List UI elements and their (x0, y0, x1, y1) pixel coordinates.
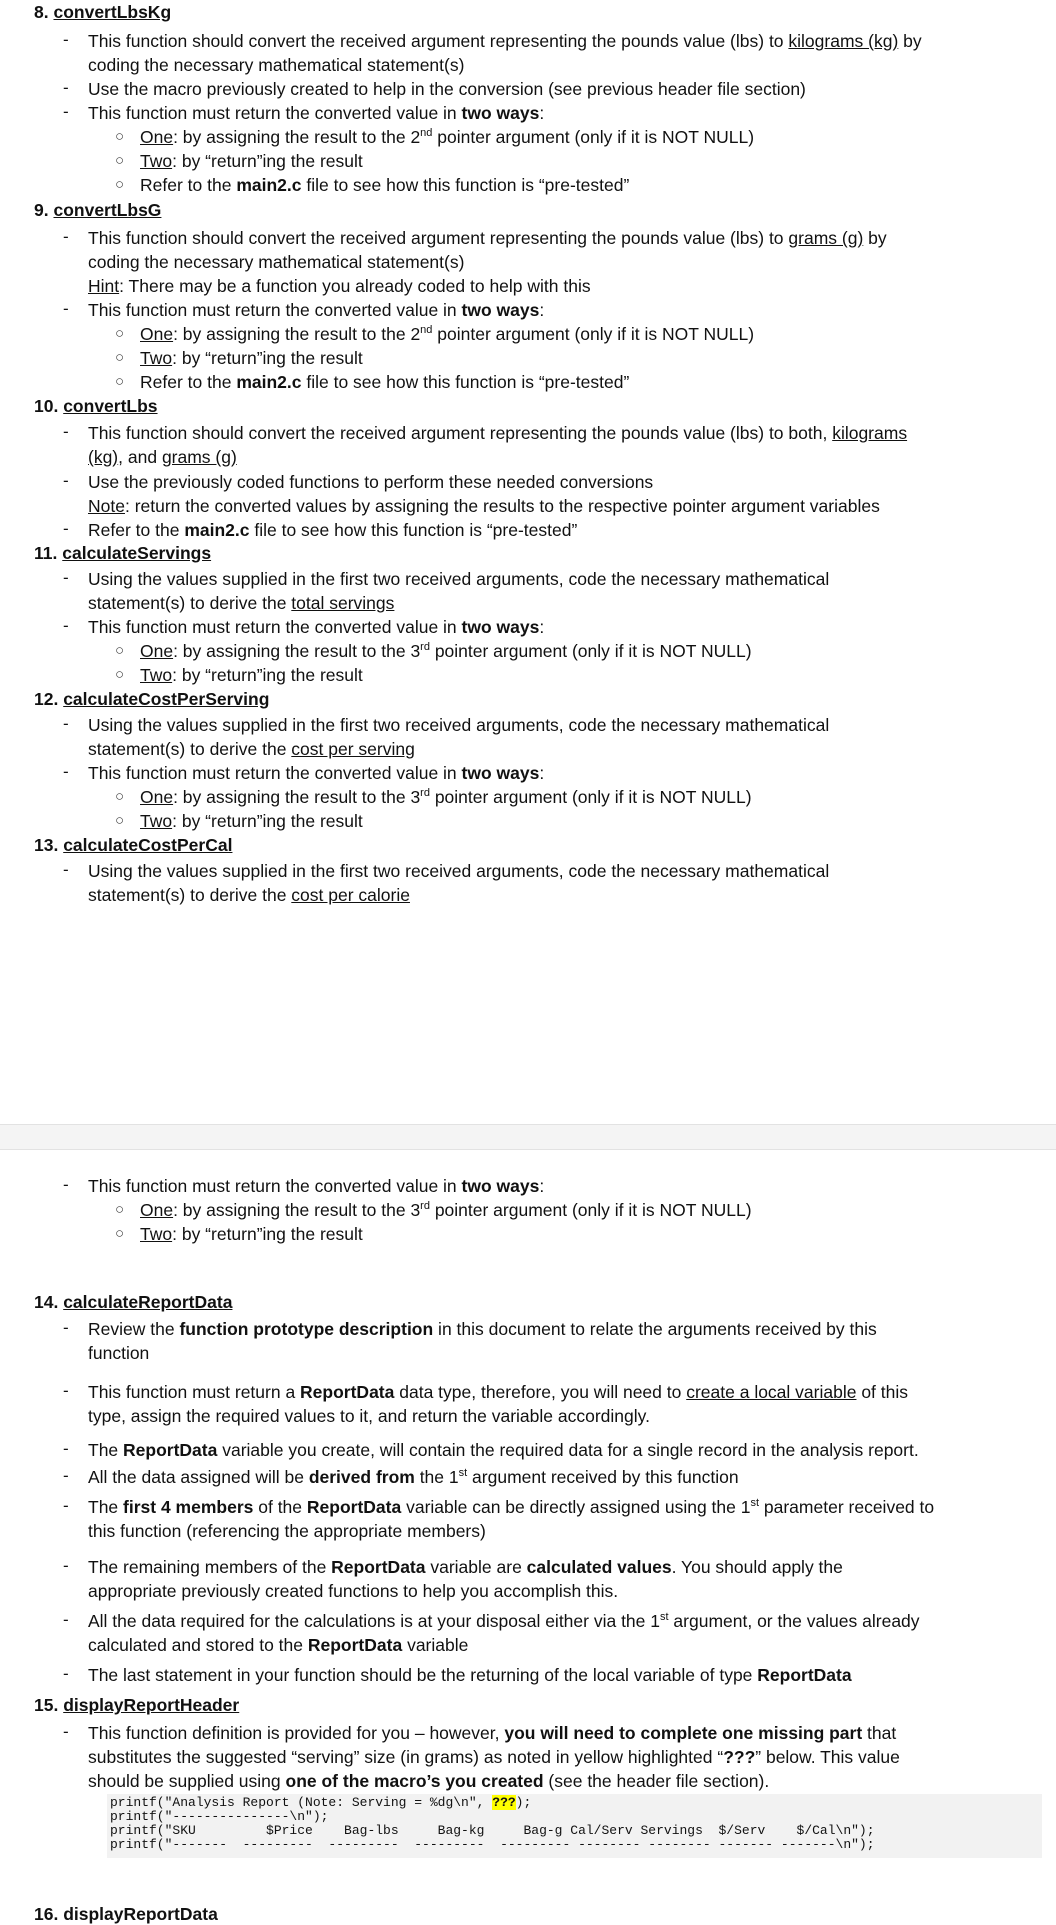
s12-bullet-1-cont: statement(s) to derive the cost per serving (88, 739, 415, 759)
bullet-dash: - (63, 1556, 69, 1575)
function-name: displayReportHeader (63, 1695, 240, 1715)
s14-bullet-3: The ReportData variable you create, will contain the required data for a single record in the analysis report. (88, 1440, 919, 1460)
s8-bullet-1: This function should convert the received argument representing the pounds value (lbs) to kilograms (kg) by (88, 31, 922, 51)
section-number: 14. (34, 1292, 59, 1312)
s12-option-1: One: by assigning the result to the 3rd pointer argument (only if it is NOT NULL) (140, 787, 752, 807)
function-name: calculateCostPerServing (63, 689, 270, 709)
section-number: 12. (34, 689, 59, 709)
s12-bullet-1: Using the values supplied in the first two received arguments, code the necessary mathematical (88, 715, 830, 735)
bullet-dash: - (63, 78, 69, 97)
s15-bullet-1-cont2: should be supplied using one of the macro’s you created (see the header file section). (88, 1771, 770, 1791)
section-number: 15. (34, 1695, 59, 1715)
section-9-heading (34, 200, 161, 221)
s13-option-2: Two: by “return”ing the result (140, 1224, 363, 1244)
code-line-2: printf("---------------\n"); (110, 1809, 329, 1824)
s13-bullet-1: Using the values supplied in the first two received arguments, code the necessary mathematical (88, 861, 830, 881)
function-name: convertLbs (63, 396, 158, 416)
s12-option-2: Two: by “return”ing the result (140, 811, 363, 831)
section-12-heading (34, 689, 269, 710)
circle-bullet-icon: ○ (115, 325, 125, 342)
bullet-dash: - (63, 519, 69, 538)
s9-bullet-2: This function must return the converted value in two ways: (88, 300, 545, 320)
section-14-heading (34, 1292, 232, 1313)
circle-bullet-icon: ○ (115, 1201, 125, 1218)
s10-bullet-2: Use the previously coded functions to perform these needed conversions (88, 472, 654, 492)
circle-bullet-icon: ○ (115, 1225, 125, 1242)
circle-bullet-icon: ○ (115, 152, 125, 169)
s11-option-2: Two: by “return”ing the result (140, 665, 363, 685)
s11-bullet-2: This function must return the converted value in two ways: (88, 617, 545, 637)
s11-bullet-1: Using the values supplied in the first two received arguments, code the necessary mathematical (88, 569, 830, 589)
s14-bullet-6: The remaining members of the ReportData variable are calculated values. You should apply the (88, 1557, 843, 1577)
code-line-1: printf("Analysis Report (Note: Serving = %dg\n", ???); (110, 1795, 532, 1810)
highlighted-placeholder: ??? (492, 1795, 516, 1810)
bullet-dash: - (63, 1664, 69, 1683)
function-name: convertLbsG (53, 200, 162, 220)
circle-bullet-icon: ○ (115, 788, 125, 805)
bullet-dash: - (63, 568, 69, 587)
section-number: 13. (34, 835, 59, 855)
s14-bullet-2: This function must return a ReportData data type, therefore, you will need to create a local variable of this (88, 1382, 909, 1402)
bullet-dash: - (63, 1318, 69, 1337)
s10-bullet-3: Refer to the main2.c file to see how this function is “pre-tested” (88, 520, 578, 540)
s14-bullet-4: All the data assigned will be derived from the 1st argument received by this function (88, 1467, 739, 1487)
s10-bullet-1-cont: (kg), and grams (g) (88, 447, 237, 467)
s15-bullet-1: This function definition is provided for you – however, you will need to complete one missing part that (88, 1723, 897, 1743)
circle-bullet-icon: ○ (115, 642, 125, 659)
s14-bullet-8: The last statement in your function should be the returning of the local variable of type ReportData (88, 1665, 852, 1685)
s9-option-2: Two: by “return”ing the result (140, 348, 363, 368)
bullet-dash: - (63, 1610, 69, 1629)
code-line-4: printf("------- --------- --------- --------- --------- -------- -------- ------- -------\n"); (110, 1837, 875, 1852)
section-10-heading (34, 396, 158, 417)
section-number: 10. (34, 396, 59, 416)
section-number: 11. (34, 543, 58, 563)
s14-bullet-6-cont: appropriate previously created functions to help you accomplish this. (88, 1581, 619, 1601)
circle-bullet-icon: ○ (115, 176, 125, 193)
circle-bullet-icon: ○ (115, 349, 125, 366)
s8-option-3: Refer to the main2.c file to see how this function is “pre-tested” (140, 175, 630, 195)
function-name: calculateCostPerCal (63, 835, 233, 855)
bullet-dash: - (63, 616, 69, 635)
bullet-dash: - (63, 1175, 69, 1194)
s14-bullet-2-cont: type, assign the required values to it, and return the variable accordingly. (88, 1406, 650, 1426)
s11-option-1: One: by assigning the result to the 3rd pointer argument (only if it is NOT NULL) (140, 641, 752, 661)
bullet-dash: - (63, 30, 69, 49)
s8-option-1: One: by assigning the result to the 2nd pointer argument (only if it is NOT NULL) (140, 127, 755, 147)
s9-hint: Hint: There may be a function you already coded to help with this (88, 276, 591, 296)
s12-bullet-2: This function must return the converted value in two ways: (88, 763, 545, 783)
s11-bullet-1-cont: statement(s) to derive the total servings (88, 593, 395, 613)
section-13-heading (34, 835, 232, 856)
bullet-dash: - (63, 714, 69, 733)
bullet-dash: - (63, 1466, 69, 1485)
s14-bullet-1-cont: function (88, 1343, 150, 1363)
s9-option-1: One: by assigning the result to the 2nd pointer argument (only if it is NOT NULL) (140, 324, 755, 344)
section-16-heading: 16. displayReportData (34, 1904, 218, 1924)
function-name: convertLbsKg (53, 2, 172, 22)
bullet-dash: - (63, 471, 69, 490)
section-8-heading (34, 2, 171, 23)
bullet-dash: - (63, 1381, 69, 1400)
bullet-dash: - (63, 102, 69, 121)
bullet-dash: - (63, 1722, 69, 1741)
function-name: calculateServings (62, 543, 212, 563)
bullet-dash: - (63, 227, 69, 246)
s8-option-2: Two: by “return”ing the result (140, 151, 363, 171)
code-line-3: printf("SKU $Price Bag-lbs Bag-kg Bag-g Cal/Serv Servings $/Serv $/Cal\n"); (110, 1823, 875, 1838)
s13-option-1: One: by assigning the result to the 3rd pointer argument (only if it is NOT NULL) (140, 1200, 752, 1220)
function-name: calculateReportData (63, 1292, 233, 1312)
circle-bullet-icon: ○ (115, 666, 125, 683)
s10-bullet-1: This function should convert the received argument representing the pounds value (lbs) to both, kilograms (88, 423, 908, 443)
bullet-dash: - (63, 860, 69, 879)
bullet-dash: - (63, 422, 69, 441)
s8-bullet-3: This function must return the converted value in two ways: (88, 103, 545, 123)
s14-bullet-7: All the data required for the calculations is at your disposal either via the 1st argument, or the values already (88, 1611, 920, 1631)
s13-bullet-1-cont: statement(s) to derive the cost per calorie (88, 885, 410, 905)
s14-bullet-5: The first 4 members of the ReportData variable can be directly assigned using the 1st parameter received to (88, 1497, 935, 1517)
section-number: 9. (34, 200, 49, 220)
section-number: 8. (34, 2, 49, 22)
s13-bullet-2: This function must return the converted value in two ways: (88, 1176, 545, 1196)
s9-bullet-1-cont: coding the necessary mathematical statement(s) (88, 252, 465, 272)
s14-bullet-5-cont: this function (referencing the appropriate members) (88, 1521, 486, 1541)
section-15-heading (34, 1695, 239, 1716)
circle-bullet-icon: ○ (115, 373, 125, 390)
circle-bullet-icon: ○ (115, 812, 125, 829)
s14-bullet-1: Review the function prototype description in this document to relate the arguments received by this (88, 1319, 877, 1339)
bullet-dash: - (63, 762, 69, 781)
bullet-dash: - (63, 1439, 69, 1458)
s14-bullet-7-cont: calculated and stored to the ReportData variable (88, 1635, 469, 1655)
bullet-dash: - (63, 299, 69, 318)
s10-note: Note: return the converted values by assigning the results to the respective pointer argument variables (88, 496, 880, 516)
s9-option-3: Refer to the main2.c file to see how this function is “pre-tested” (140, 372, 630, 392)
section-11-heading (34, 543, 211, 564)
s8-bullet-1-cont: coding the necessary mathematical statement(s) (88, 55, 465, 75)
s9-bullet-1: This function should convert the received argument representing the pounds value (lbs) to grams (g) by (88, 228, 887, 248)
page-break (0, 1124, 1056, 1150)
bullet-dash: - (63, 1496, 69, 1515)
circle-bullet-icon: ○ (115, 128, 125, 145)
s8-bullet-2: Use the macro previously created to help in the conversion (see previous header file section) (88, 79, 806, 99)
s15-bullet-1-cont: substitutes the suggested “serving” size (in grams) as noted in yellow highlighted “???” below. This value (88, 1747, 900, 1767)
